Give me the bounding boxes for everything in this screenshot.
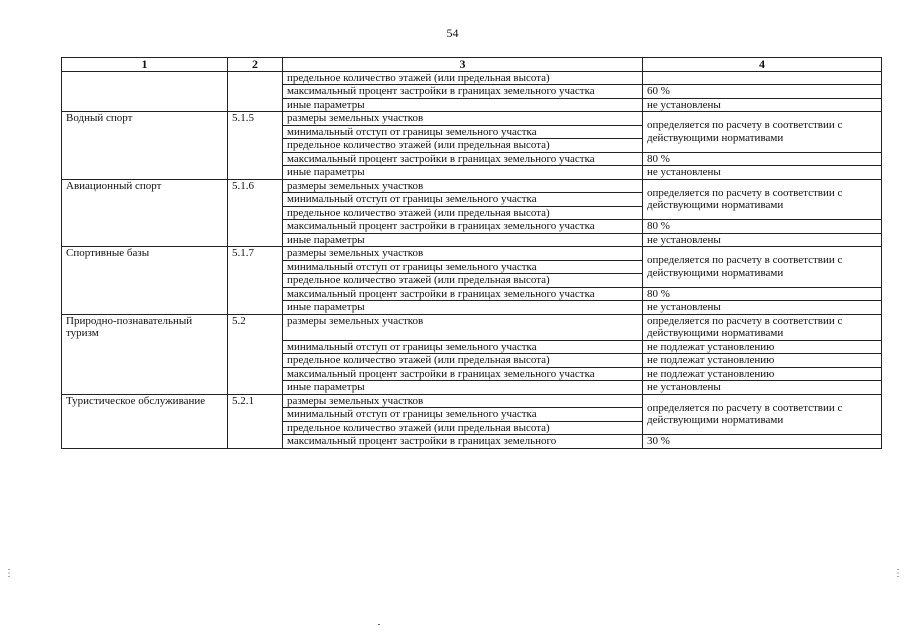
- land-use-parameters-table: [61, 57, 882, 449]
- param-name: максимальный процент застройки в границах земельного участка: [283, 287, 643, 301]
- param-name: иные параметры: [283, 98, 643, 112]
- param-name: иные параметры: [283, 301, 643, 315]
- use-type-name: [62, 71, 228, 112]
- param-value: не установлены: [643, 166, 882, 180]
- param-name: предельное количество этажей (или предельная высота): [283, 71, 643, 85]
- param-name: предельное количество этажей (или предельная высота): [283, 139, 643, 153]
- use-type-name: Спортивные базы: [62, 247, 228, 315]
- table-row: [62, 247, 882, 261]
- table-header-row: [62, 58, 882, 72]
- param-name: размеры земельных участков: [283, 314, 643, 340]
- param-name: максимальный процент застройки в границах земельного участка: [283, 152, 643, 166]
- param-name: максимальный процент застройки в границах земельного участка: [283, 85, 643, 99]
- param-name: предельное количество этажей (или предельная высота): [283, 421, 643, 435]
- page-number: 54: [446, 26, 459, 40]
- param-name: размеры земельных участков: [283, 179, 643, 193]
- header-col-3: 3: [283, 58, 643, 72]
- param-name: иные параметры: [283, 233, 643, 247]
- param-name: предельное количество этажей (или предельная высота): [283, 206, 643, 220]
- param-value: не установлены: [643, 233, 882, 247]
- param-name: минимальный отступ от границы земельного участка: [283, 193, 643, 207]
- param-value: 60 %: [643, 85, 882, 99]
- use-type-code: 5.1.6: [228, 179, 283, 247]
- right-edge-mark: ⋮: [893, 568, 903, 579]
- param-value: определяется по расчету в соответствии с действующими нормативами: [643, 247, 882, 288]
- param-name: минимальный отступ от границы земельного участка: [283, 340, 643, 354]
- param-value: [643, 71, 882, 85]
- param-name: размеры земельных участков: [283, 247, 643, 261]
- param-value: не установлены: [643, 381, 882, 395]
- use-type-code: 5.1.7: [228, 247, 283, 315]
- param-value: не установлены: [643, 98, 882, 112]
- use-type-code: 5.1.5: [228, 112, 283, 180]
- table-row: [62, 112, 882, 126]
- header-col-1: 1: [62, 58, 228, 72]
- param-value: 80 %: [643, 152, 882, 166]
- param-name: минимальный отступ от границы земельного участка: [283, 125, 643, 139]
- param-value: определяется по расчету в соответствии с действующими нормативами: [643, 314, 882, 340]
- param-name: максимальный процент застройки в границах земельного: [283, 435, 643, 449]
- param-value: 30 %: [643, 435, 882, 449]
- param-value: не подлежат установлению: [643, 367, 882, 381]
- use-type-code: 5.2: [228, 314, 283, 394]
- use-type-code: 5.2.1: [228, 394, 283, 448]
- use-type-code: [228, 71, 283, 112]
- left-edge-mark: ⋮: [4, 568, 14, 579]
- param-value: определяется по расчету в соответствии с действующими нормативами: [643, 112, 882, 153]
- param-name: предельное количество этажей (или предельная высота): [283, 274, 643, 288]
- param-name: предельное количество этажей (или предельная высота): [283, 354, 643, 368]
- table-row: [62, 394, 882, 408]
- param-name: минимальный отступ от границы земельного участка: [283, 260, 643, 274]
- table-row: [62, 179, 882, 193]
- param-value: 80 %: [643, 220, 882, 234]
- param-name: максимальный процент застройки в границах земельного участка: [283, 367, 643, 381]
- header-col-4: 4: [643, 58, 882, 72]
- param-name: минимальный отступ от границы земельного участка: [283, 408, 643, 422]
- use-type-name: Природно-познавательный туризм: [62, 314, 228, 394]
- param-name: размеры земельных участков: [283, 112, 643, 126]
- param-value: определяется по расчету в соответствии с действующими нормативами: [643, 394, 882, 435]
- param-name: иные параметры: [283, 381, 643, 395]
- table-row: [62, 314, 882, 340]
- use-type-name: Авиационный спорт: [62, 179, 228, 247]
- scan-artifact: [378, 624, 380, 625]
- use-type-name: Туристическое обслуживание: [62, 394, 228, 448]
- header-col-2: 2: [228, 58, 283, 72]
- param-value: не подлежат установлению: [643, 340, 882, 354]
- param-name: максимальный процент застройки в границах земельного участка: [283, 220, 643, 234]
- param-name: размеры земельных участков: [283, 394, 643, 408]
- use-type-name: Водный спорт: [62, 112, 228, 180]
- param-value: 80 %: [643, 287, 882, 301]
- param-value: не установлены: [643, 301, 882, 315]
- param-value: не подлежат установлению: [643, 354, 882, 368]
- param-value: определяется по расчету в соответствии с действующими нормативами: [643, 179, 882, 220]
- param-name: иные параметры: [283, 166, 643, 180]
- table-row: [62, 71, 882, 85]
